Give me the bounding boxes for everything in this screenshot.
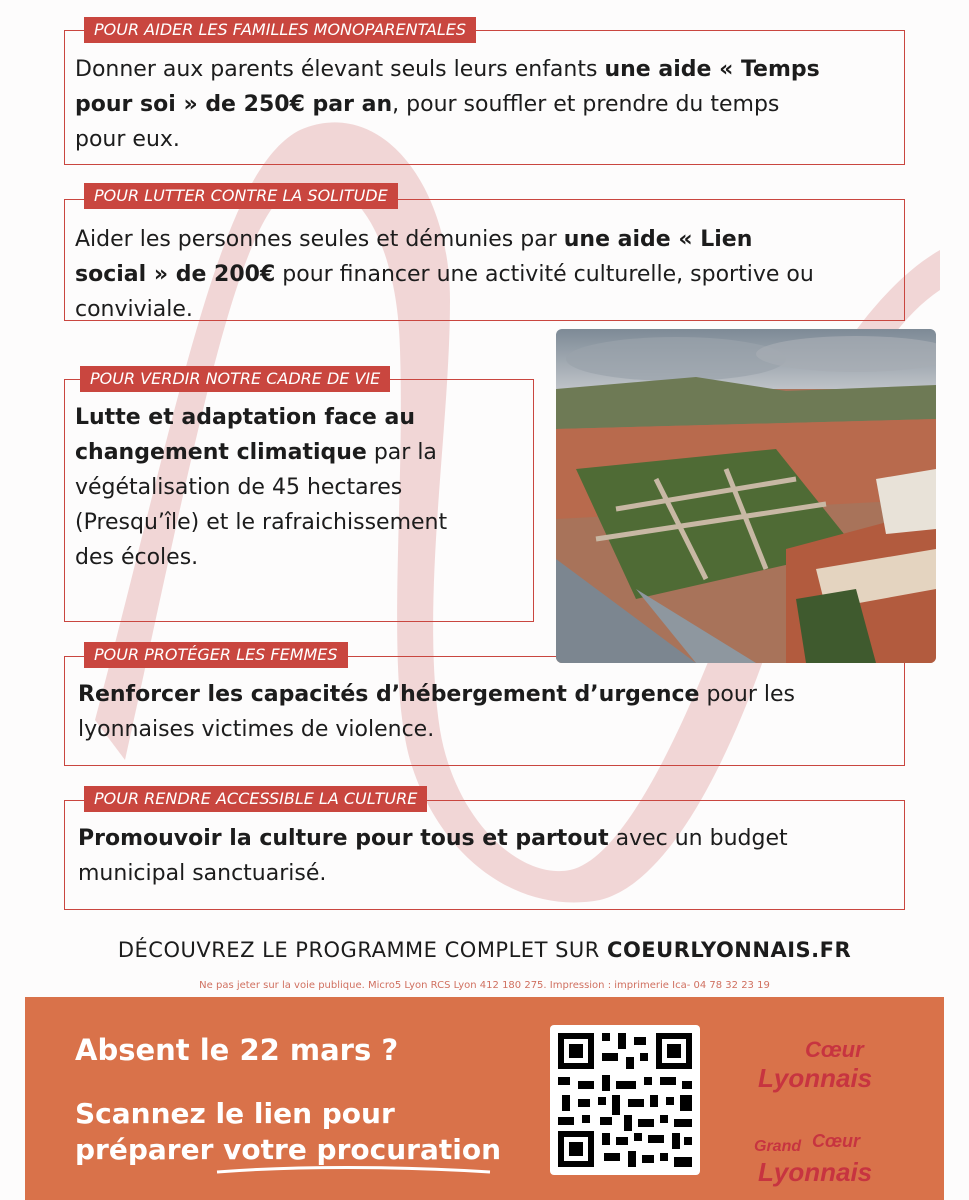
- svg-text:Lyonnais: Lyonnais: [758, 1157, 873, 1187]
- footer-subtitle: Scannez le lien pour préparer votre procuration: [75, 1096, 501, 1178]
- tag-femmes: POUR PROTÉGER LES FEMMES: [84, 642, 348, 668]
- svg-text:Cœur: Cœur: [812, 1131, 860, 1151]
- tag-cadre-vie: POUR VERDIR NOTRE CADRE DE VIE: [80, 366, 390, 392]
- grand-coeur-lyonnais-logo: [750, 1125, 890, 1195]
- text-femmes: Renforcer les capacités d’hébergement d’urgence pour les lyonnaises victimes de violence.: [78, 682, 795, 742]
- qr-code[interactable]: [550, 1025, 700, 1175]
- svg-text:Grand: Grand: [754, 1138, 802, 1155]
- tag-familles: POUR AIDER LES FAMILLES MONOPARENTALES: [84, 17, 476, 43]
- footer-title: Absent le 22 mars ?: [75, 1033, 399, 1067]
- text-culture: Promouvoir la culture pour tous et partout avec un budget municipal sanctuarisé.: [78, 826, 788, 886]
- tag-culture: POUR RENDRE ACCESSIBLE LA CULTURE: [84, 786, 427, 812]
- coeur-lyonnais-logo: [750, 1029, 890, 1099]
- svg-text:Cœur: Cœur: [805, 1037, 864, 1062]
- city-aerial-photo: [556, 329, 936, 663]
- svg-text:Lyonnais: Lyonnais: [758, 1063, 873, 1093]
- website-link[interactable]: COEURLYONNAIS.FR: [607, 938, 852, 962]
- footer-banner: [25, 997, 944, 1200]
- legal-mention: Ne pas jeter sur la voie publique. Micro5 Lyon RCS Lyon 412 180 275. Impression : imprimerie Ica- 04 78 32 23 19: [199, 980, 770, 991]
- program-cta: DÉCOUVREZ LE PROGRAMME COMPLET SUR COEURLYONNAIS.FR: [117, 938, 852, 962]
- text-cadre-vie: Lutte et adaptation face au changement climatique par la végétalisation de 45 hectares (Presqu’île) et le rafraichissement des écoles.: [75, 405, 448, 570]
- tag-solitude: POUR LUTTER CONTRE LA SOLITUDE: [84, 183, 398, 209]
- text-familles: Donner aux parents élevant seuls leurs enfants une aide « Temps pour soi » de 250€ par an, pour souffler et prendre du temps pour eux.: [75, 57, 820, 152]
- text-solitude: Aider les personnes seules et démunies par une aide « Lien social » de 200€ pour financer une activité culturelle, sportive ou conviviale.: [75, 227, 814, 322]
